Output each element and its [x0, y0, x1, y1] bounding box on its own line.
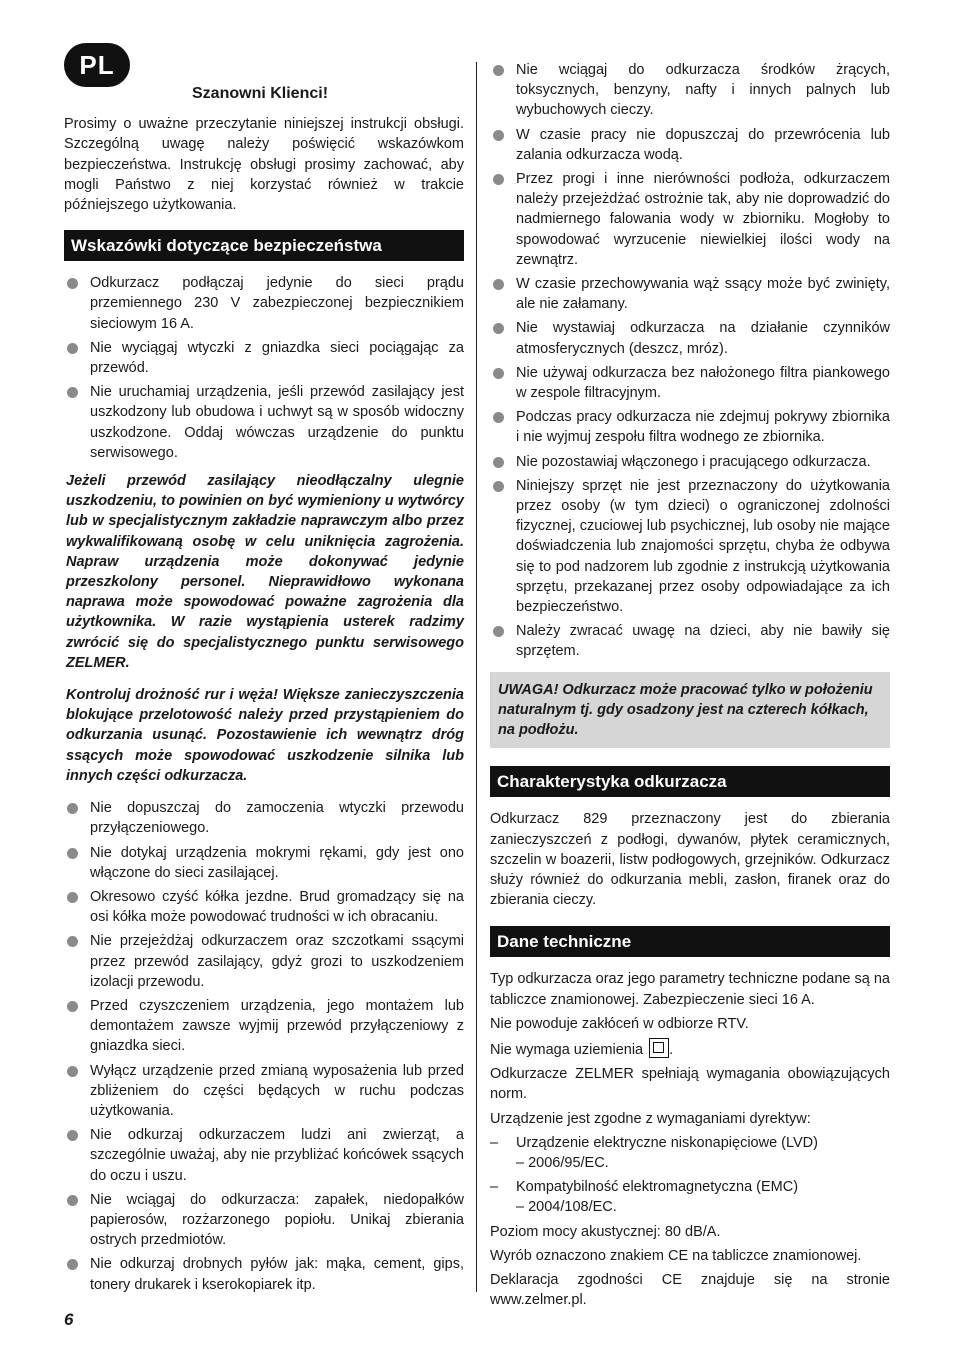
bullet-dot-icon — [67, 278, 78, 289]
bullet-text: Przed czyszczeniem urządzenia, jego montażem lub demontażem zawsze wyjmij przewód przyłączeniowy z gniazdka sieci. — [90, 997, 464, 1055]
safety-bullet-item — [490, 476, 890, 617]
bullet-text: Nie uruchamiaj urządzenia, jeśli przewód zasilający jest uszkodzony lub obudowa i uchwyt są w sposób widoczny uszkodzone. Oddaj wówczas urządzenie do punktu serwisowego. — [90, 384, 464, 461]
safety-bullet-item — [64, 1125, 464, 1186]
safety-bullet-item — [490, 125, 890, 165]
bullet-dot-icon — [493, 368, 504, 379]
bullet-dot-icon — [67, 848, 78, 859]
bullet-dot-icon — [493, 626, 504, 637]
technical-paragraph-8: Deklaracja zgodności CE znajduje się na stronie www.zelmer.pl. — [490, 1271, 890, 1309]
dash-marker: – — [490, 1134, 499, 1151]
bullet-dot-icon — [67, 1259, 78, 1270]
bullet-text: Wyłącz urządzenie przed zmianą wyposażenia lub przed zbliżeniem do części będących w ruchu podczas użytkowania. — [90, 1062, 464, 1119]
bullet-dot-icon — [67, 1195, 78, 1206]
bullet-text: Nie dotykaj urządzenia mokrymi rękami, gdy jest ono włączone do sieci zasilającej. — [90, 844, 464, 881]
bullet-dot-icon — [493, 174, 504, 185]
bullet-text: Niniejszy sprzęt nie jest przeznaczony do użytkowania przez osoby (w tym dzieci) o ograniczonej zdolności fizycznej, czuciowej lub psychicznej, lub osoby nie mające doświadczenia lub znajomości sprzętu, chyba że odbywa się to pod nadzorem lub zgodnie z instrukcją użytkowania sprzętu, przekazanej przez osoby odpowiadające za ich bezpieczeństwo. — [516, 477, 890, 616]
no-grounding-period: . — [669, 1041, 674, 1058]
dash-marker: – — [490, 1179, 499, 1196]
directive-name: Kompatybilność elektromagnetyczna (EMC) — [516, 1179, 799, 1196]
technical-paragraph-1: Typ odkurzacza oraz jego parametry techniczne podane są na tabliczce znamionowej. Zabezpieczenie sieci 16 A. — [490, 971, 890, 1008]
bullet-dot-icon — [493, 481, 504, 492]
safety-bullet-item — [64, 931, 464, 992]
bullet-text: Należy zwracać uwagę na dzieci, aby nie bawiły się sprzętem. — [516, 623, 890, 660]
cord-replacement-warning: Jeżeli przewód zasilający nieodłączalny ulegnie uszkodzeniu, to powinien on być wymieniony u wytwórcy lub w specjalistycznym zakładzie naprawczym albo przez wykwalifikowaną osobę w celu uniknięcia zagrożenia. Napraw urządzenia może dokonywać jedynie przeszkolony personel. Nieprawidłowo wykonana naprawa może spowodować poważne zagrożenia dla użytkownika. W razie wystąpienia usterek radzimy zwrócić się do specjalistycznego punktu serwisowego ZELMER. — [66, 473, 464, 671]
bullet-dot-icon — [493, 279, 504, 290]
directive-name: Urządzenie elektryczne niskonapięciowe (LVD) — [516, 1134, 818, 1151]
bullet-dot-icon — [493, 412, 504, 423]
bullet-text: Nie przejeżdżaj odkurzaczem oraz szczotkami ssącymi przez przewód zasilający, gdyż grozi to uszkodzeniem izolacji przewodu. — [90, 933, 464, 990]
safety-bullet-item — [64, 798, 464, 838]
bullet-text: Nie odkurzaj drobnych pyłów jak: mąka, cement, gips, tonery drukarek i kserokopiarek itp. — [90, 1256, 464, 1293]
technical-paragraph-7: Wyrób oznaczono znakiem CE na tabliczce znamionowej. — [490, 1247, 862, 1264]
technical-section-title: Dane techniczne — [490, 926, 890, 957]
pipe-clearance-warning: Kontroluj drożność rur i węża! Większe zanieczyszczenia blokujące przelotowość należy przed przystąpieniem do odkurzania usunąć. Pozostawienie ich wewnątrz dróg ssących może spowodować uszkodzenie silnika lub innych części odkurzacza. — [66, 687, 464, 784]
safety-bullet-item — [64, 996, 464, 1057]
bullet-text: Nie odkurzaj odkurzaczem ludzi ani zwierząt, a szczególnie uważaj, aby nie przybliżać końcówek ssących do oczu i uszu. — [90, 1127, 464, 1184]
safety-bullet-item — [64, 273, 464, 334]
bullet-dot-icon — [67, 1130, 78, 1141]
characteristics-section-title: Charakterystyka odkurzacza — [490, 766, 890, 797]
safety-bullet-item — [64, 382, 464, 463]
right-column — [490, 60, 890, 1314]
caution-box: UWAGA! Odkurzacz może pracować tylko w położeniu naturalnym tj. gdy osadzony jest na czterech kółkach, na podłożu. — [490, 672, 890, 749]
characteristics-paragraph: Odkurzacz 829 przeznaczony jest do zbierania zanieczyszczeń z podłogi, dywanów, płytek ceramicznych, szczelin w boazerii, listw podłogowych, grzejników. Odkurzacz służy również do odkurzania mebli, zasłon, firanek oraz do zbierania cieczy. — [490, 811, 890, 909]
safety-section-title: Wskazówki dotyczące bezpieczeństwa — [64, 230, 464, 261]
intro-paragraph: Prosimy o uważne przeczytanie niniejszej instrukcji obsługi. Szczególną uwagę należy poświęcić wskazówkom bezpieczeństwa. Instrukcję obsługi prosimy zachować, aby mogli Państwo z niej korzystać również w trakcie późniejszego użytkowania. — [64, 116, 464, 214]
bullet-text: Nie wyciągaj wtyczki z gniazdka sieci pociągając za przewód. — [90, 339, 464, 377]
directive-item — [490, 1133, 890, 1173]
language-badge: PL — [64, 43, 130, 87]
bullet-dot-icon — [493, 130, 504, 141]
directive-item — [490, 1177, 890, 1217]
bullet-dot-icon — [67, 936, 78, 947]
safety-bullet-item — [490, 318, 890, 358]
no-grounding-text: Nie wymaga uziemienia — [490, 1041, 644, 1058]
bullet-dot-icon — [67, 343, 78, 354]
technical-paragraph-2: Nie powoduje zakłóceń w odbiorze RTV. — [490, 1015, 749, 1032]
bullet-text: Nie pozostawiaj włączonego i pracującego odkurzacza. — [516, 453, 871, 470]
bullet-dot-icon — [67, 803, 78, 814]
bullet-dot-icon — [67, 892, 78, 903]
bullet-text: W czasie przechowywania wąż ssący może być zwinięty, ale nie załamany. — [516, 276, 890, 313]
directive-number: – 2004/108/EC. — [516, 1199, 617, 1216]
bullet-dot-icon — [493, 457, 504, 468]
column-divider — [476, 62, 477, 1292]
bullet-text: Nie używaj odkurzacza bez nałożonego filtra piankowego w zespole filtracyjnym. — [516, 364, 890, 402]
safety-bullet-item — [64, 1254, 464, 1294]
technical-paragraph-4: Odkurzacze ZELMER spełniają wymagania obowiązujących norm. — [490, 1066, 890, 1103]
safety-bullet-item — [64, 1190, 464, 1251]
bullet-text: Podczas pracy odkurzacza nie zdejmuj pokrywy zbiornika i nie wyjmuj zespołu filtra wodnego ze zbiornika. — [516, 409, 890, 446]
directives-list — [490, 1133, 890, 1218]
safety-bullet-item — [490, 452, 890, 472]
safety-bullet-item — [490, 60, 890, 121]
bullet-text: Nie wystawiaj odkurzacza na działanie czynników atmosferycznych (deszcz, mróz). — [516, 320, 890, 357]
safety-bullet-list-c — [490, 60, 890, 662]
safety-bullet-item — [490, 363, 890, 403]
technical-paragraph-3 — [490, 1038, 890, 1060]
bullet-dot-icon — [67, 1066, 78, 1077]
safety-bullet-item — [490, 621, 890, 661]
bullet-dot-icon — [67, 387, 78, 398]
bullet-dot-icon — [493, 65, 504, 76]
bullet-text: Odkurzacz podłączaj jedynie do sieci prądu przemiennego 230 V zabezpieczonej bezpiecznikiem sieciowym 16 A. — [90, 275, 464, 332]
bullet-text: Nie wciągaj do odkurzacza: zapałek, niedopałków papierosów, rozżarzonego popiołu. Unikaj zbierania ostrych przedmiotów. — [90, 1191, 464, 1249]
page-number: 6 — [64, 1310, 74, 1329]
bullet-dot-icon — [67, 1001, 78, 1012]
safety-bullet-list-a — [64, 273, 464, 463]
bullet-text: Nie dopuszczaj do zamoczenia wtyczki przewodu przyłączeniowego. — [90, 800, 464, 837]
bullet-text: Nie wciągaj do odkurzacza środków żrących, toksycznych, benzyny, nafty i innych palnych lub wybuchowych cieczy. — [516, 62, 890, 119]
safety-bullet-item — [64, 887, 464, 927]
safety-bullet-item — [490, 407, 890, 447]
bullet-text: Przez progi i inne nierówności podłoża, odkurzaczem należy przejeżdżać ostrożnie tak, aby nie doprowadzić do nadmiernego falowania wody w zbiorniku. Mogłoby to spowodować wyrzucenie niewielkiej ilości wody na zewnątrz. — [516, 171, 890, 268]
class-ii-insulation-icon — [649, 1038, 669, 1058]
bullet-dot-icon — [493, 323, 504, 334]
bullet-text: W czasie pracy nie dopuszczaj do przewrócenia lub zalania odkurzacza wodą. — [516, 126, 890, 163]
safety-bullet-list-b — [64, 798, 464, 1295]
directive-number: – 2006/95/EC. — [516, 1154, 609, 1171]
technical-paragraph-5: Urządzenie jest zgodne z wymaganiami dyrektyw: — [490, 1110, 811, 1127]
safety-bullet-item — [490, 274, 890, 314]
bullet-text: Okresowo czyść kółka jezdne. Brud gromadzący się na osi kółka może powodować trudności w ich obracaniu. — [90, 888, 464, 926]
left-column — [64, 58, 464, 1299]
safety-bullet-item — [64, 1061, 464, 1122]
greeting-heading: Szanowni Klienci! — [192, 85, 329, 102]
technical-paragraph-6: Poziom mocy akustycznej: 80 dB/A. — [490, 1223, 721, 1240]
safety-bullet-item — [490, 169, 890, 270]
safety-bullet-item — [64, 338, 464, 378]
safety-bullet-item — [64, 843, 464, 883]
